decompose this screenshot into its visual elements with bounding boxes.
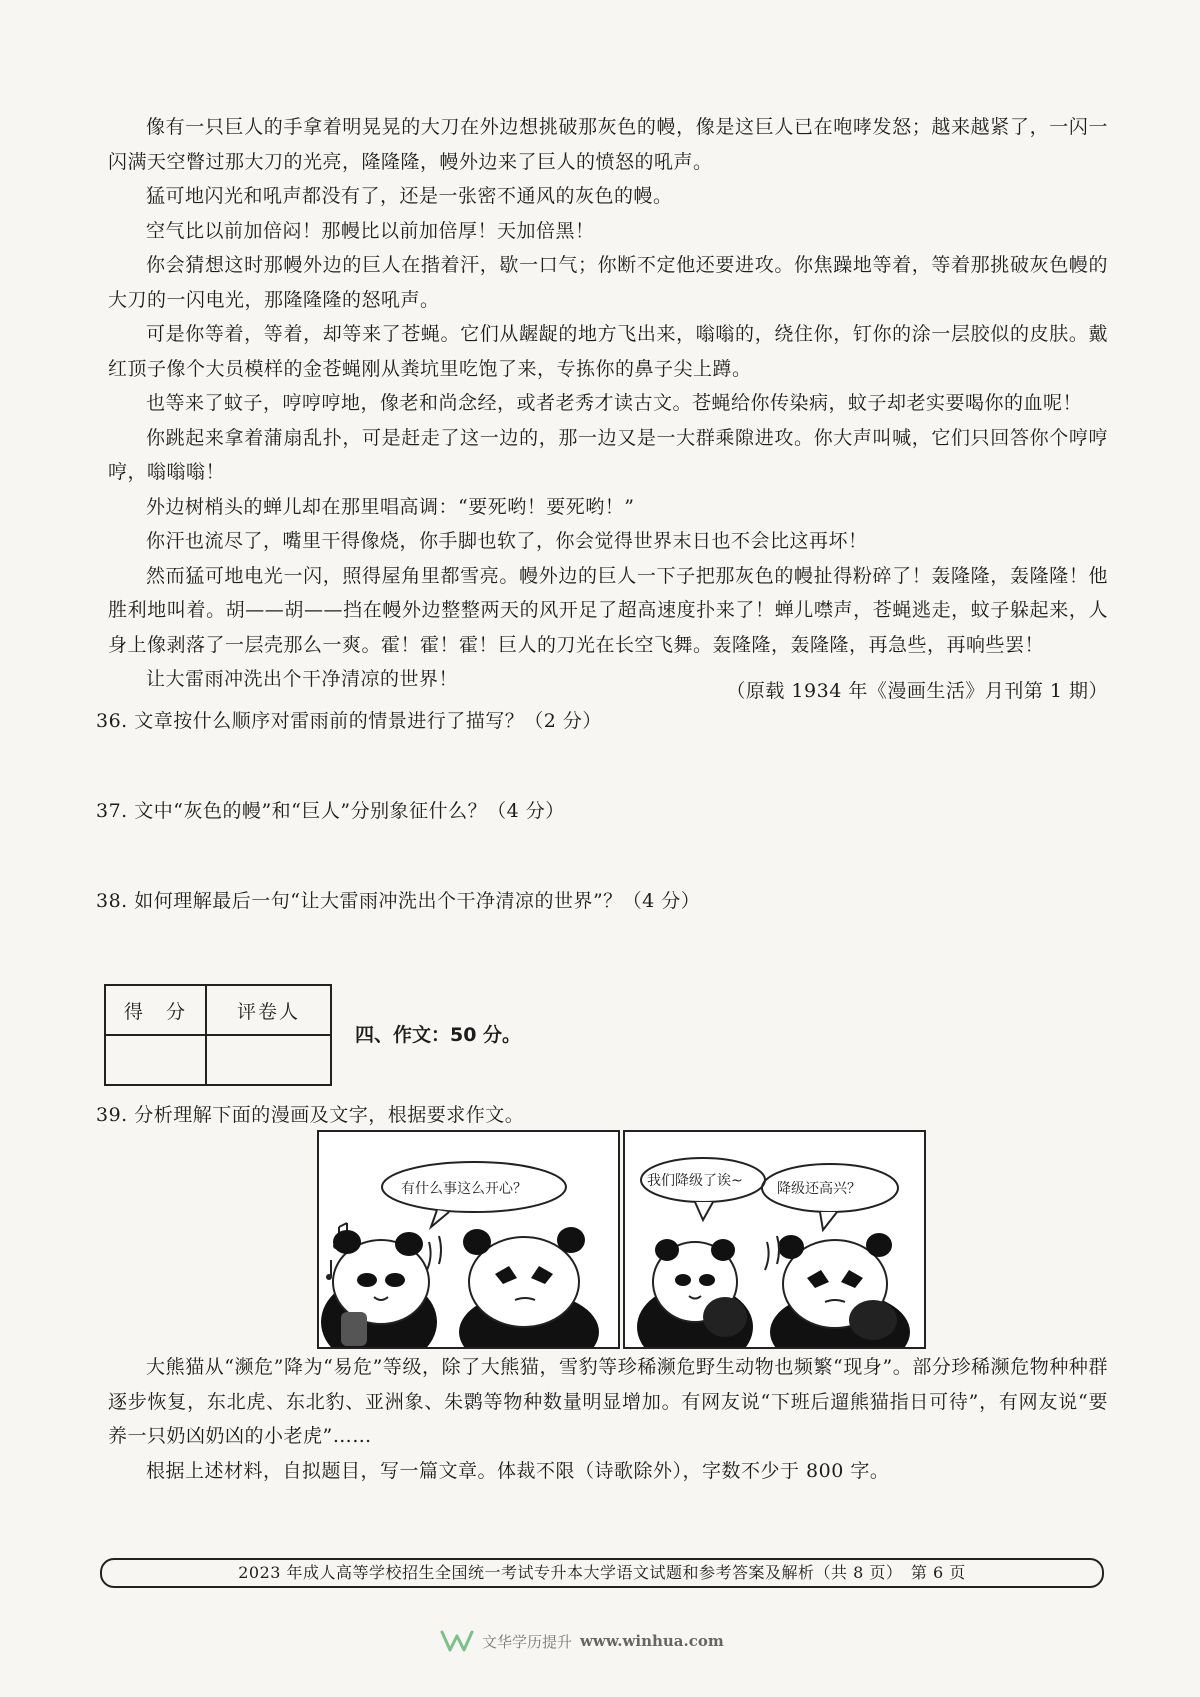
winhua-logo-icon xyxy=(440,1628,474,1654)
score-header: 得 分 xyxy=(105,985,206,1035)
watermark-url: www.winhua.com xyxy=(580,1632,724,1650)
score-table xyxy=(104,984,332,1086)
comic-panel-2 xyxy=(623,1130,926,1349)
passage-paragraph: 空气比以前加倍闷！那幔比以前加倍厚！天加倍黑！ xyxy=(146,219,595,242)
essay-material xyxy=(108,1350,1108,1488)
grader-header: 评卷人 xyxy=(206,985,331,1035)
comic-drawing-1 xyxy=(319,1132,618,1347)
passage-paragraph: 你跳起来拿着蒲扇乱扑，可是赶走了这一边的，那一边又是一大群乘隙进攻。你大声叫喊，它们只回答你个哼哼哼，嗡嗡嗡！ xyxy=(108,426,1108,483)
passage-paragraph: 外边树梢头的蝉儿却在那里唱高调：“要死哟！要死哟！” xyxy=(146,495,635,518)
passage-source: （原载 1934 年《漫画生活》月刊第 1 期） xyxy=(726,680,1108,702)
passage-paragraph: 也等来了蚊子，哼哼哼地，像老和尚念经，或者老秀才读古文。苍蝇给你传染病，蚊子却老实要喝你的血呢！ xyxy=(146,392,1083,414)
section-title: 四、作文：50 分。 xyxy=(355,1024,522,1046)
passage-paragraph: 像有一只巨人的手拿着明晃晃的大刀在外边想挑破那灰色的幔，像是这巨人已在咆哮发怒；越来越紧了，一闪一闪满天空瞥过那大刀的光亮，隆隆隆，幔外边来了巨人的愤怒的吼声。 xyxy=(108,116,1108,173)
comic-drawing-2 xyxy=(625,1132,924,1347)
passage-paragraph: 你会猜想这时那幔外边的巨人在揩着汗，歇一口气；你断不定他还要进攻。你焦躁地等着，等着那挑破灰色幔的大刀的一闪电光，那隆隆隆的怒吼声。 xyxy=(108,254,1108,311)
passage-paragraph: 然而猛可地电光一闪，照得屋角里都雪亮。幔外边的巨人一下子把那灰色的幔扯得粉碎了！轰隆隆，轰隆隆！他胜利地叫着。胡——胡——挡在幔外边整整两天的风开足了超高速度扑来了！蝉儿噤声，苍蝇逃走，蚊子躲起来，人身上像剥落了一层壳那么一爽。霍！霍！霍！巨人的刀光在长空飞舞。轰隆隆，轰隆隆，再急些，再响些罢！ xyxy=(108,564,1108,656)
page-footer: 2023 年成人高等学校招生全国统一考试专升本大学语文试题和参考答案及解析（共 8 页） 第 6 页 xyxy=(100,1558,1104,1588)
passage-paragraph: 可是你等着，等着，却等来了苍蝇。它们从龌龊的地方飞出来，嗡嗡的，绕住你，钉你的涂一层胶似的皮肤。戴红顶子像个大员模样的金苍蝇刚从粪坑里吃饱了来，专拣你的鼻子尖上蹲。 xyxy=(108,323,1108,380)
grader-cell xyxy=(206,1035,331,1085)
question-38: 38. 如何理解最后一句“让大雷雨冲洗出个干净清凉的世界”？（4 分） xyxy=(96,890,701,912)
reading-passage xyxy=(108,110,1108,697)
passage-paragraph: 你汗也流尽了，嘴里干得像烧，你手脚也软了，你会觉得世界末日也不会比这再坏！ xyxy=(146,530,868,552)
question-39: 39. 分析理解下面的漫画及文字，根据要求作文。 xyxy=(96,1104,525,1126)
comic-bubble-2-right: 降级还高兴？ xyxy=(777,1181,861,1197)
passage-paragraph: 猛可地闪光和吼声都没有了，还是一张密不通风的灰色的幔。 xyxy=(146,185,673,207)
watermark xyxy=(440,1626,724,1656)
comic-bubble-1: 有什么事这么开心？ xyxy=(401,1181,527,1197)
score-cell xyxy=(105,1035,206,1085)
question-36: 36. 文章按什么顺序对雷雨前的情景进行了描写？（2 分） xyxy=(96,710,602,732)
question-37: 37. 文中“灰色的幔”和“巨人”分别象征什么？（4 分） xyxy=(96,800,565,822)
material-paragraph: 大熊猫从“濒危”降为“易危”等级，除了大熊猫，雪豹等珍稀濒危野生动物也频繁“现身”。部分珍稀濒危物种种群逐步恢复，东北虎、东北豹、亚洲象、朱鹮等物种数量明显增加。有网友说“下班后遛熊猫指日可待”，有网友说“要养一只奶凶奶凶的小老虎”…… xyxy=(108,1356,1108,1447)
comic-bubble-2-left: 我们降级了诶~ xyxy=(647,1173,743,1189)
material-paragraph: 根据上述材料，自拟题目，写一篇文章。体裁不限（诗歌除外），字数不少于 800 字。 xyxy=(146,1459,890,1482)
watermark-brand: 文华学历提升 xyxy=(482,1632,573,1651)
comic-panel-1 xyxy=(317,1130,620,1349)
passage-paragraph: 让大雷雨冲洗出个干净清凉的世界！ xyxy=(146,668,459,690)
